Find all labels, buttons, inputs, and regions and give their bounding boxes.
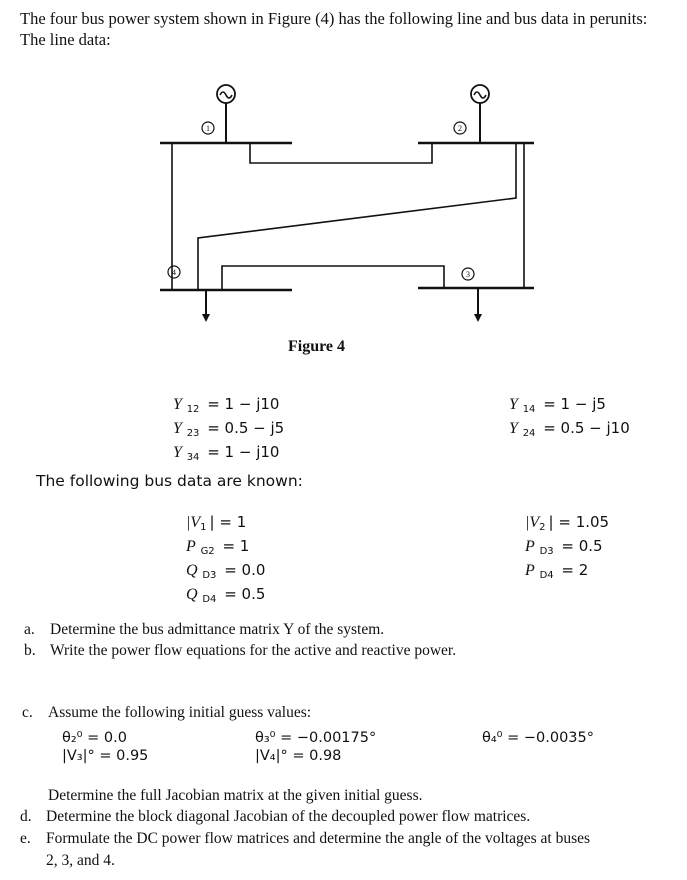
initial-guess-col-1: [62, 729, 148, 765]
bus-pg2: P $_{G2}$ = 1: [186, 537, 250, 557]
load-3-arrow-icon: [474, 314, 482, 322]
bus-qd4: Q $_{D4}$ = 0.5: [186, 585, 266, 605]
bus-qd3: Q $_{D3}$ = 0.0: [186, 561, 266, 581]
bus-v2: $|V_2$ | = 1.05: [525, 513, 610, 533]
initial-guess-col-3: [482, 729, 594, 747]
line-data-right: [509, 395, 630, 443]
bus-3-number: 3: [466, 270, 470, 279]
bus-pd3: P $_{D3}$ = 0.5: [525, 537, 603, 557]
load-4-arrow-icon: [202, 314, 210, 322]
question-b: b. Write the power flow equations for the active and reactive power.: [24, 642, 457, 659]
question-e-continued: 2, 3, and 4.: [46, 852, 115, 869]
guess-theta4: θ₄⁰ = −0.0035°: [482, 730, 594, 746]
question-c-followup: Determine the full Jacobian matrix at the given initial guess.: [48, 787, 423, 804]
intro-line-1: The four bus power system shown in Figure (4) has the following line and bus data in perunits:: [20, 9, 648, 28]
guess-theta2: θ₂⁰ = 0.0: [62, 730, 127, 746]
bus-v1: $|V_1$ | = 1: [186, 513, 247, 533]
bus-2-number: 2: [458, 124, 462, 133]
question-c: c. Assume the following initial guess values:: [22, 704, 312, 721]
four-bus-diagram: [0, 0, 687, 360]
bus-data-heading: The following bus data are known:: [36, 472, 303, 490]
initial-guess-col-2: [255, 729, 376, 765]
admittance-y12: Y $_{12}$ = 1 − j10: [173, 395, 280, 415]
admittance-y14: Y $_{14}$ = 1 − j5: [509, 395, 606, 415]
line-data-left: [173, 395, 284, 467]
question-e: e. Formulate the DC power flow matrices and determine the angle of the voltages at buses: [20, 830, 591, 847]
intro-line-2: The line data:: [20, 30, 111, 49]
admittance-y34: Y $_{34}$ = 1 − j10: [173, 443, 280, 463]
bus-1-number: 1: [206, 124, 210, 133]
guess-v3: |V₃|° = 0.95: [62, 748, 149, 764]
bus-pd4: P $_{D4}$ = 2: [525, 561, 589, 581]
bus-data-right: [525, 513, 609, 585]
admittance-y24: Y $_{24}$ = 0.5 − j10: [509, 419, 630, 439]
question-d: d. Determine the block diagonal Jacobian of the decoupled power flow matrices.: [20, 808, 531, 825]
generator-1-wave-icon: [220, 92, 232, 98]
bus-data-left: [186, 513, 265, 609]
generator-2-wave-icon: [474, 92, 486, 98]
admittance-y23: Y $_{23}$ = 0.5 − j5: [173, 419, 285, 439]
guess-v4: |V₄|° = 0.98: [255, 748, 342, 764]
guess-theta3: θ₃⁰ = −0.00175°: [255, 730, 377, 746]
figure-caption: Figure 4: [288, 338, 346, 355]
bus-4-number: 4: [172, 268, 176, 277]
question-a: a. Determine the bus admittance matrix Y of the system.: [24, 621, 385, 638]
